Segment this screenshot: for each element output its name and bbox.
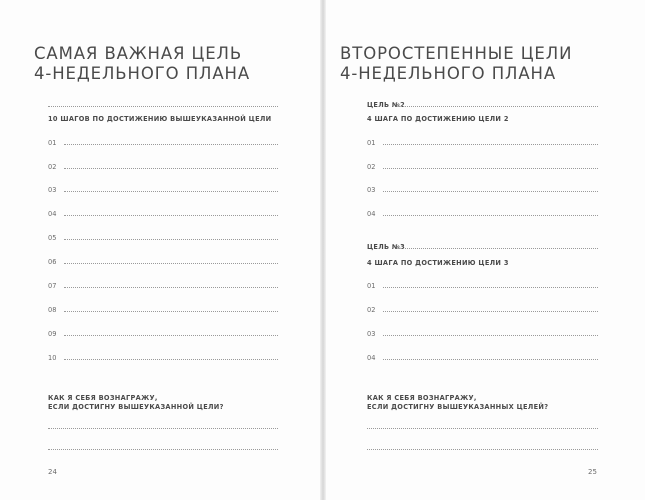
goal-3-steps-label: 4 ШАГА ПО ДОСТИЖЕНИЮ ЦЕЛИ 3 <box>367 259 509 267</box>
right-reward-question-line-2: ЕСЛИ ДОСТИГНУ ВЫШЕУКАЗАННЫХ ЦЕЛЕЙ? <box>367 403 549 411</box>
main-step-number: 07 <box>48 282 57 290</box>
left-page-number: 24 <box>48 468 57 476</box>
goal-2-step-line[interactable] <box>383 168 598 169</box>
goal-2-step-number: 02 <box>367 163 376 171</box>
main-step-line[interactable] <box>64 359 278 360</box>
main-step-line[interactable] <box>64 335 278 336</box>
main-step-number: 04 <box>48 210 57 218</box>
main-step-line[interactable] <box>64 144 278 145</box>
main-step-number: 09 <box>48 330 57 338</box>
goal-3-step-line[interactable] <box>383 311 598 312</box>
goal-2-label: ЦЕЛЬ №2 <box>367 101 406 109</box>
main-step-line[interactable] <box>64 191 278 192</box>
main-goal-line[interactable] <box>48 106 278 107</box>
main-step-number: 02 <box>48 163 57 171</box>
main-step-number: 08 <box>48 306 57 314</box>
goal-2-steps-label: 4 ШАГА ПО ДОСТИЖЕНИЮ ЦЕЛИ 2 <box>367 115 509 123</box>
goal-2-step-number: 03 <box>367 186 376 194</box>
goal-3-step-number: 03 <box>367 330 376 338</box>
main-step-number: 05 <box>48 234 57 242</box>
main-step-line[interactable] <box>64 311 278 312</box>
goal-3-label: ЦЕЛЬ №3 <box>367 243 406 251</box>
main-step-line[interactable] <box>64 287 278 288</box>
left-page-title-line-1: САМАЯ ВАЖНАЯ ЦЕЛЬ <box>34 44 243 63</box>
right-reward-answer-line[interactable] <box>367 449 598 450</box>
right-page-number: 25 <box>588 468 597 476</box>
main-step-line[interactable] <box>64 168 278 169</box>
right-reward-answer-line[interactable] <box>367 428 598 429</box>
main-goal-steps-label: 10 ШАГОВ ПО ДОСТИЖЕНИЮ ВЫШЕУКАЗАННОЙ ЦЕЛИ <box>48 115 272 123</box>
goal-3-step-number: 01 <box>367 282 376 290</box>
goal-3-step-number: 02 <box>367 306 376 314</box>
right-page-title-line-1: ВТОРОСТЕПЕННЫЕ ЦЕЛИ <box>340 44 573 63</box>
left-reward-question-line-2: ЕСЛИ ДОСТИГНУ ВЫШЕУКАЗАННОЙ ЦЕЛИ? <box>48 403 224 411</box>
goal-3-step-line[interactable] <box>383 359 598 360</box>
goal-2-step-line[interactable] <box>383 191 598 192</box>
goal-3-line[interactable] <box>398 248 598 249</box>
goal-3-step-line[interactable] <box>383 287 598 288</box>
goal-2-step-number: 01 <box>367 139 376 147</box>
right-reward-question-line-1: КАК Я СЕБЯ ВОЗНАГРАЖУ, <box>367 394 477 402</box>
goal-2-line[interactable] <box>398 106 598 107</box>
left-reward-question-line-1: КАК Я СЕБЯ ВОЗНАГРАЖУ, <box>48 394 158 402</box>
goal-3-step-number: 04 <box>367 354 376 362</box>
main-step-number: 10 <box>48 354 57 362</box>
left-reward-answer-line[interactable] <box>48 449 278 450</box>
goal-2-step-line[interactable] <box>383 144 598 145</box>
main-step-number: 03 <box>48 186 57 194</box>
goal-2-step-number: 04 <box>367 210 376 218</box>
right-page-title-line-2: 4-НЕДЕЛЬНОГО ПЛАНА <box>340 64 557 83</box>
goal-3-step-line[interactable] <box>383 335 598 336</box>
left-reward-answer-line[interactable] <box>48 428 278 429</box>
main-step-line[interactable] <box>64 239 278 240</box>
right-page <box>326 0 645 500</box>
main-step-number: 06 <box>48 258 57 266</box>
goal-2-step-line[interactable] <box>383 215 598 216</box>
left-page-title-line-2: 4-НЕДЕЛЬНОГО ПЛАНА <box>34 64 251 83</box>
main-step-line[interactable] <box>64 263 278 264</box>
left-page <box>0 0 320 500</box>
main-step-line[interactable] <box>64 215 278 216</box>
main-step-number: 01 <box>48 139 57 147</box>
